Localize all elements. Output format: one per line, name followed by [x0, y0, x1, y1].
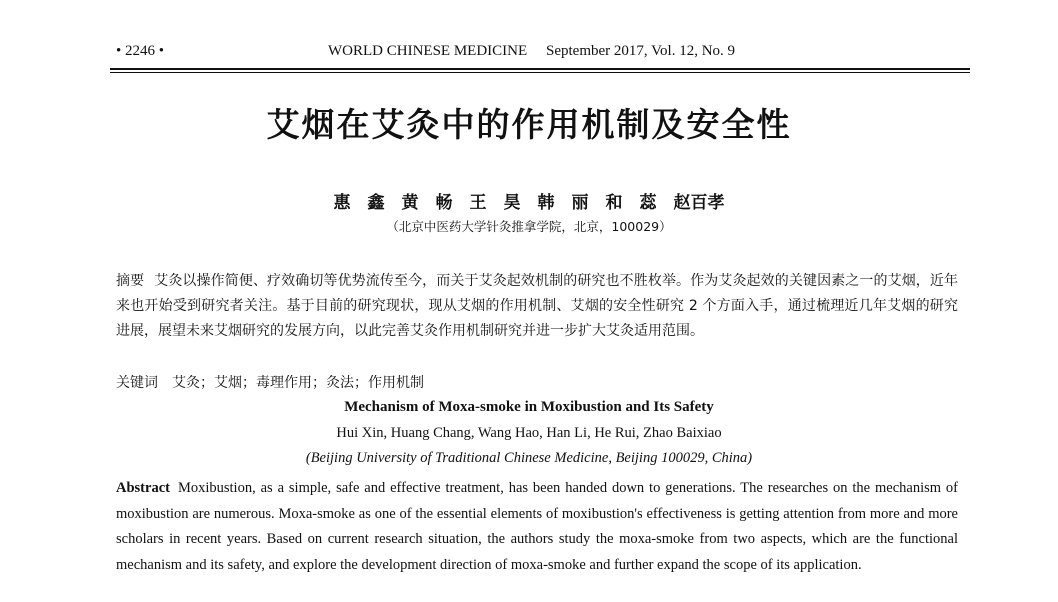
- affiliation-en: (Beijing University of Traditional Chinese Medicine, Beijing 100029, China): [305, 450, 753, 466]
- journal-issue: September 2017, Vol. 12, No. 9: [546, 43, 736, 59]
- header-rule-thin: [110, 72, 970, 73]
- abstract-cn: [116, 269, 958, 344]
- keywords-cn-label: 关键词: [116, 375, 158, 391]
- abstract-en: [116, 476, 958, 578]
- affiliation-cn: （北京中医药大学针灸推拿学院，北京，100029）: [386, 219, 672, 234]
- keywords-cn-text: 艾灸；艾烟；毒理作用；灸法；作用机制: [172, 375, 424, 391]
- abstract-cn-label: 摘要: [116, 273, 145, 289]
- abstract-cn-text: 艾灸以操作简便、疗效确切等优势流传至今，而关于艾灸起效机制的研究也不胜枚举。作为艾灸起效的关键因素之一的艾烟，近年来也开始受到研究者关注。基于目前的研究现状，现从艾烟的作用机制、艾烟的安全性研究 2 个方面入手，通过梳理近几年艾烟的研究进展，展望未来艾烟研究的发展方向，以此完善艾灸作用机制研究并进一步扩大艾灸适用范围。: [116, 273, 959, 339]
- paper-title-en: Mechanism of Moxa-smoke in Moxibustion and Its Safety: [344, 399, 714, 415]
- authors-cn: 惠 鑫 黄 畅 王 昊 韩 丽 和 蕊 赵百孝: [333, 193, 725, 213]
- keywords-cn: [116, 372, 424, 392]
- authors-en: Hui Xin, Huang Chang, Wang Hao, Han Li, He Rui, Zhao Baixiao: [336, 425, 722, 441]
- abstract-en-label: Abstract: [116, 480, 170, 496]
- journal-name: WORLD CHINESE MEDICINE: [328, 43, 528, 59]
- paper-title-cn: 艾烟在艾灸中的作用机制及安全性: [266, 105, 792, 144]
- abstract-en-text: Moxibustion, as a simple, safe and effective treatment, has been handed down to generations. The researches on the mechanism of moxibustion are numerous. Moxa-smoke as one of the essential elements of moxibustion's effectiveness is getting attention from more and more scholars in recent years. Based on current research situation, the authors study the moxa-smoke from two aspects, which are the functional mechanism and its safety, and explore the development direction of moxa-smoke and further expand the scope of its application.: [116, 480, 958, 573]
- header-rule-thick: [110, 68, 970, 70]
- page-number: • 2246 •: [116, 43, 165, 59]
